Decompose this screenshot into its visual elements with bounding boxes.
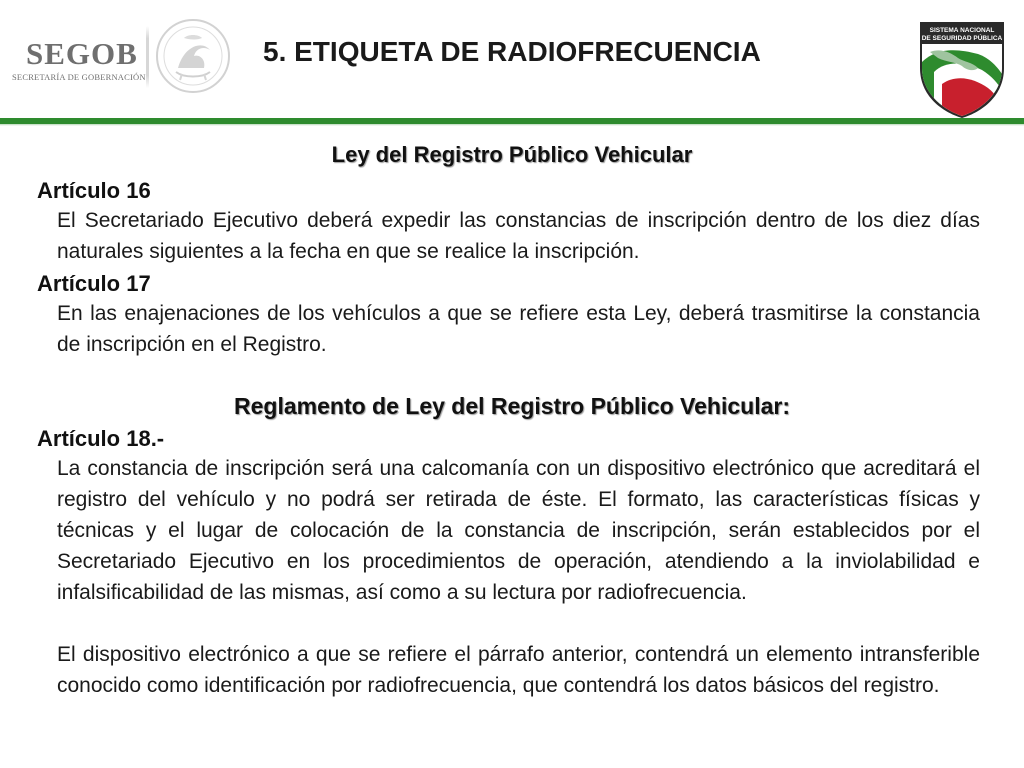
section-heading-reglamento: Reglamento de Ley del Registro Público Vehicular: <box>234 393 790 419</box>
slide-header <box>0 0 1024 124</box>
slide-title: 5. ETIQUETA DE RADIOFRECUENCIA <box>263 36 761 67</box>
article-18-paragraph-2: El dispositivo electrónico a que se refiere el párrafo anterior, contendrá un elemento intransferible conocido como identificación por radiofrecuencia, que contendrá los datos básicos del registro. <box>57 643 980 697</box>
badge-line-1: SISTEMA NACIONAL <box>929 27 995 34</box>
segob-subtitle: SECRETARÍA DE GOBERNACIÓN <box>12 72 146 82</box>
article-17-text: En las enajenaciones de los vehículos a que se refiere esta Ley, deberá trasmitirse la constancia de inscripción en el Registro. <box>57 302 980 356</box>
article-16-text: El Secretariado Ejecutivo deberá expedir las constancias de inscripción dentro de los diez días naturales siguientes a la fecha en que se realice la inscripción. <box>57 209 980 263</box>
segob-wordmark: SEGOB <box>26 36 138 71</box>
badge-line-2: DE SEGURIDAD PÚBLICA <box>921 35 1003 42</box>
article-18-title: Artículo 18.- <box>37 426 165 451</box>
article-16-title: Artículo 16 <box>37 178 151 203</box>
logo-divider <box>146 26 149 88</box>
segob-logo <box>10 30 146 90</box>
sistema-nacional-seguridad-badge-icon <box>916 18 1008 118</box>
header-green-bar-shadow <box>0 124 1024 126</box>
section-heading-ley: Ley del Registro Público Vehicular <box>331 142 693 167</box>
article-17-title: Artículo 17 <box>37 271 151 296</box>
coat-of-arms-seal-icon <box>154 16 232 96</box>
article-18-paragraph-1: La constancia de inscripción será una calcomanía con un dispositivo electrónico que acreditará el registro del vehículo y no podrá ser retirada de éste. El formato, las características físicas y técnicas y el lugar de colocación de la constancia de inscripción, serán establecidos por el Secretariado Ejecutivo en los procedimientos de operación, atendiendo a la inviolabilidad e infalsificabilidad de las mismas, así como a su lectura por radiofrecuencia. <box>57 457 980 604</box>
